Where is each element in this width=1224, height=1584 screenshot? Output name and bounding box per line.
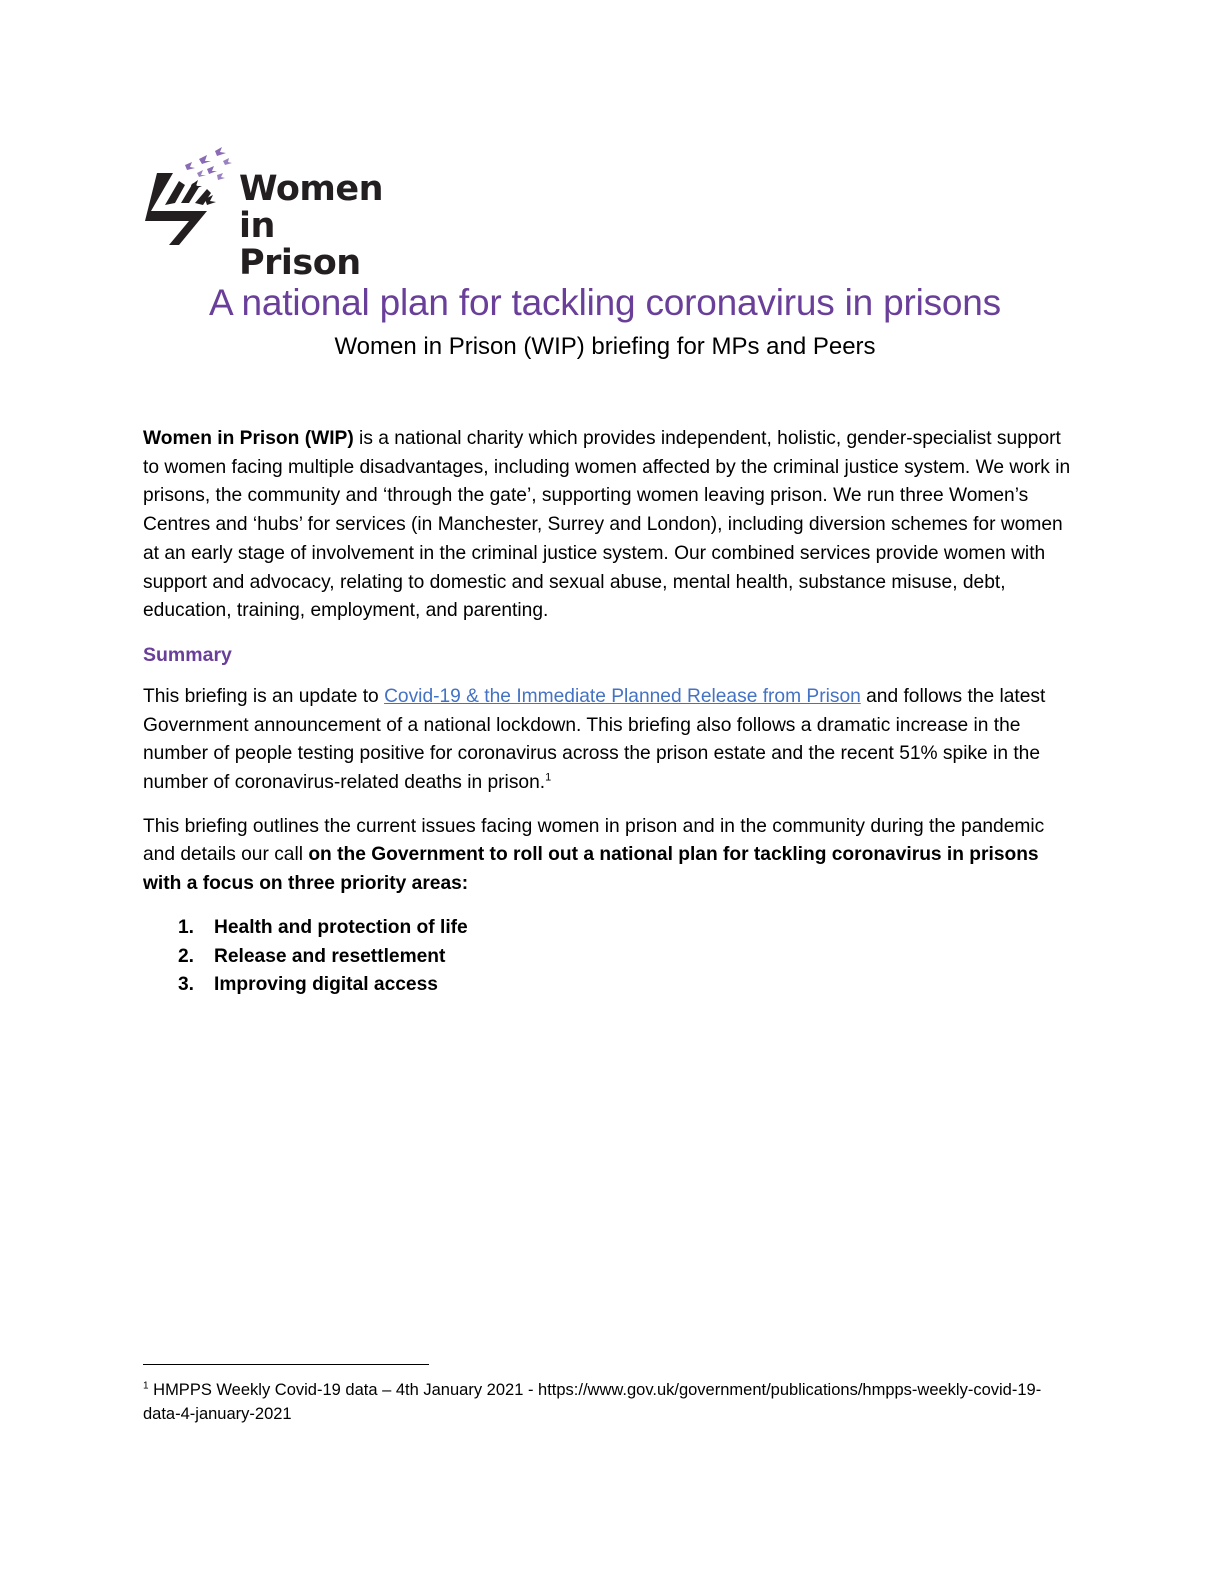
footnote-number: 1 [143,1380,149,1392]
footnote-divider [143,1364,429,1365]
footnote-text: HMPPS Weekly Covid-19 data – 4th January 2021 - https://www.gov.uk/government/publications/hmpps-weekly-covid-19-data-4-january-2021 [143,1381,1042,1423]
priority-item [143,971,1078,1000]
summary-heading: Summary [143,643,232,666]
summary-paragraph-2 [143,813,1078,899]
logo-line-2: in Prison [239,206,361,283]
summary-p1-start: This briefing is an update to [143,685,385,707]
logo-wordmark [239,171,405,282]
covid-release-briefing-link[interactable]: Covid-19 & the Immediate Planned Release from Prison [384,685,861,707]
page-title: A national plan for tackling coronavirus in prisons [209,282,1001,323]
intro-paragraph [143,425,1078,626]
priority-label: Health and protection of life [214,916,468,938]
birds-emblem-icon [145,145,240,247]
footnote-ref[interactable]: 1 [545,771,552,784]
page-subtitle: Women in Prison (WIP) briefing for MPs and Peers [334,333,876,360]
intro-text: is a national charity which provides independent, holistic, gender-specialist support to women facing multiple disadvantages, including women affected by the criminal justice system. We work in prisons, the community and ‘through the gate’, supporting women leaving prison. We run three Women’s Centres and ‘hubs’ for services (in Manchester, Surrey and London), including diversion schemes for women at an early stage of involvement in the criminal justice system. Our combined services provide women with support and advocacy, relating to domestic and sexual abuse, mental health, substance misuse, debt, education, training, employment, and parenting. [143,428,1071,622]
main-content [143,425,1078,1000]
priority-number: 2. [178,945,195,967]
footnote [143,1378,1043,1426]
priority-item [143,943,1078,972]
priority-label: Release and resettlement [214,945,446,967]
summary-p2-start: This briefing outlines the current issues facing women in prison and in the community during the pandemic and details our call [143,815,1045,866]
women-in-prison-logo [145,145,405,283]
priority-label: Improving digital access [214,974,438,996]
priority-item [143,914,1078,943]
summary-paragraph-1 [143,683,1078,798]
logo-line-1: Women [239,169,384,209]
summary-p1-end: and follows the latest Government announcement of a national lockdown. This briefing also follows a dramatic increase in the number of people testing positive for coronavirus across the prison estate and the recent 51% spike in the number of coronavirus-related deaths in prison. [143,685,1046,794]
intro-org-name: Women in Prison (WIP) [143,428,354,449]
summary-p2-call: on the Government to roll out a national plan for tackling coronavirus in prisons with a focus on three priority areas: [143,844,1039,895]
priority-number: 3. [178,974,195,996]
priority-list [143,914,1078,1000]
priority-number: 1. [178,916,195,938]
